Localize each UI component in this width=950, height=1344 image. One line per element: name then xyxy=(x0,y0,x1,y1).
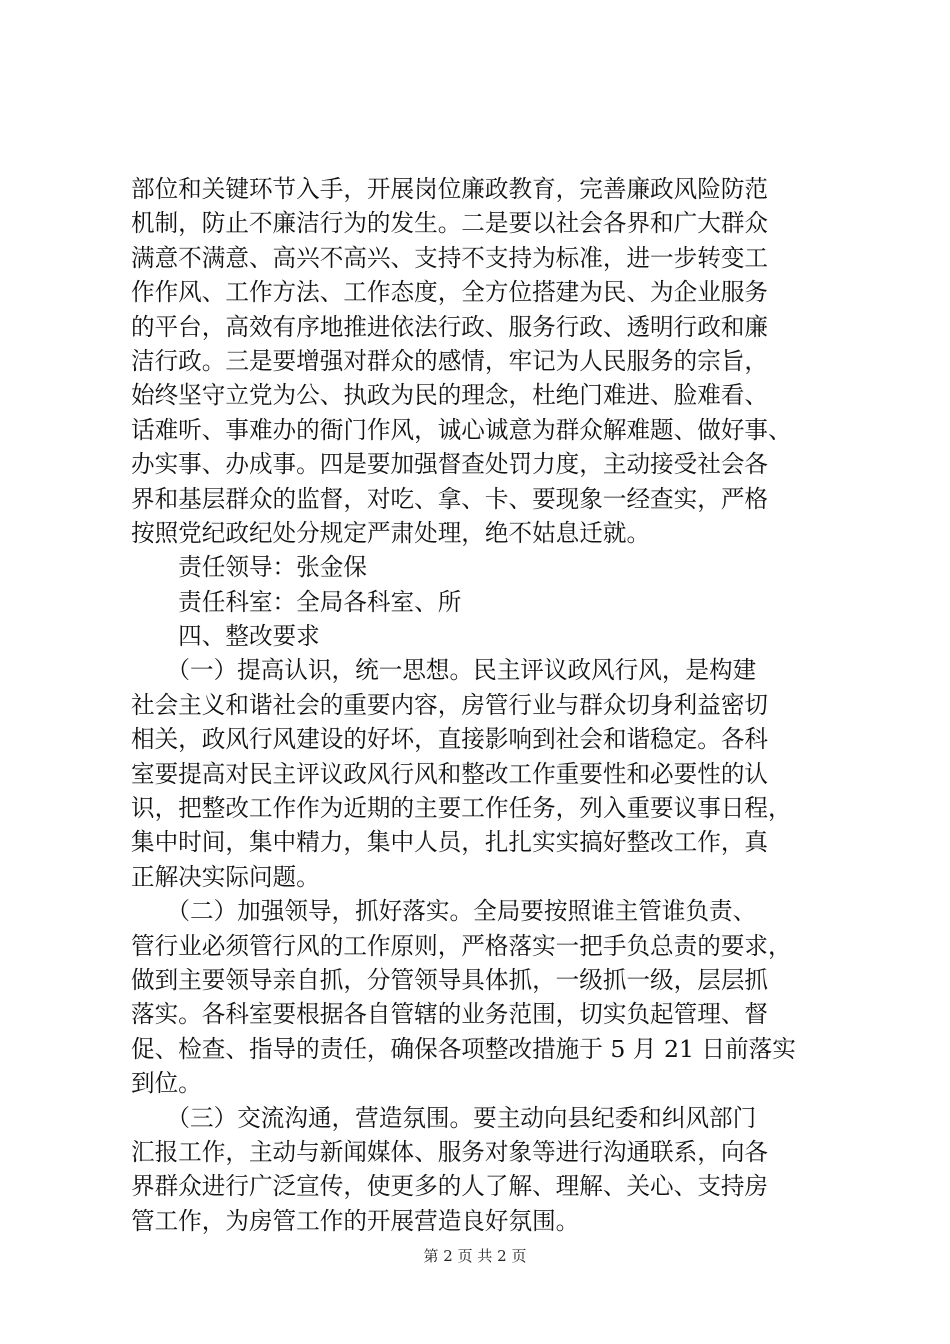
text-line: 始终坚守立党为公、执政为民的理念，杜绝门难进、脸难看、 xyxy=(131,381,769,410)
text-line: 识，把整改工作作为近期的主要工作任务，列入重要议事日程， xyxy=(131,794,792,823)
text-line: 到位。 xyxy=(131,1069,202,1098)
text-line: 室要提高对民主评议政风行风和整改工作重要性和必要性的认 xyxy=(131,759,769,788)
text-line: 落实。各科室要根据各自管辖的业务范围，切实负起管理、督 xyxy=(131,1000,769,1029)
text-line: 社会主义和谐社会的重要内容，房管行业与群众切身利益密切 xyxy=(131,690,769,719)
text-line: 满意不满意、高兴不高兴、支持不支持为标准，进一步转变工 xyxy=(131,243,769,272)
text-line: 界群众进行广泛宣传，使更多的人了解、理解、关心、支持房 xyxy=(131,1172,769,1201)
text-line: 话难听、事难办的衙门作风，诚心诚意为群众解难题、做好事、 xyxy=(131,415,792,444)
text-line: 办实事、办成事。四是要加强督查处罚力度，主动接受社会各 xyxy=(131,450,769,479)
text-line: 的平台，高效有序地推进依法行政、服务行政、透明行政和廉 xyxy=(131,312,769,341)
text-line: 作作风、工作方法、工作态度，全方位搭建为民、为企业服务 xyxy=(131,278,769,307)
text-line: 管行业必须管行风的工作原则，严格落实一把手负总责的要求， xyxy=(131,931,792,960)
text-line: 集中时间，集中精力，集中人员，扎扎实实搞好整改工作，真 xyxy=(131,828,769,857)
text-line: 汇报工作，主动与新闻媒体、服务对象等进行沟通联系，向各 xyxy=(131,1137,769,1166)
text-line: 正解决实际问题。 xyxy=(131,862,320,891)
responsible-department: 责任科室：全局各科室、所 xyxy=(131,587,462,616)
page-number-footer: 第 2 页 共 2 页 xyxy=(423,1247,527,1265)
text-line: 按照党纪政纪处分规定严肃处理，绝不姑息迁就。 xyxy=(131,518,651,547)
text-line: 做到主要领导亲自抓，分管领导具体抓，一级抓一级，层层抓 xyxy=(131,965,769,994)
section-heading: 四、整改要求 xyxy=(131,622,320,651)
text-line: 界和基层群众的监督，对吃、拿、卡、要现象一经查实，严格 xyxy=(131,484,769,513)
text-line: 洁行政。三是要增强对群众的感情，牢记为人民服务的宗旨， xyxy=(131,346,769,375)
document-body xyxy=(131,172,851,1238)
text-line: 管工作，为房管工作的开展营造良好氛围。 xyxy=(131,1206,580,1235)
text-line: 部位和关键环节入手，开展岗位廉政教育，完善廉政风险防范 xyxy=(131,175,769,203)
text-line: 相关，政风行风建设的好坏，直接影响到社会和谐稳定。各科 xyxy=(131,725,769,754)
text-line: 机制，防止不廉洁行为的发生。二是要以社会各界和广大群众 xyxy=(131,209,769,238)
text-line: （二）加强领导，抓好落实。全局要按照谁主管谁负责、 xyxy=(131,897,757,926)
text-line: 促、检查、指导的责任，确保各项整改措施于 5 月 21 日前落实 xyxy=(131,1034,796,1063)
text-line: （一）提高认识，统一思想。民主评议政风行风，是构建 xyxy=(131,656,757,685)
text-line: （三）交流沟通，营造氛围。要主动向县纪委和纠风部门 xyxy=(131,1103,757,1132)
responsible-leader: 责任领导：张金保 xyxy=(131,553,367,582)
